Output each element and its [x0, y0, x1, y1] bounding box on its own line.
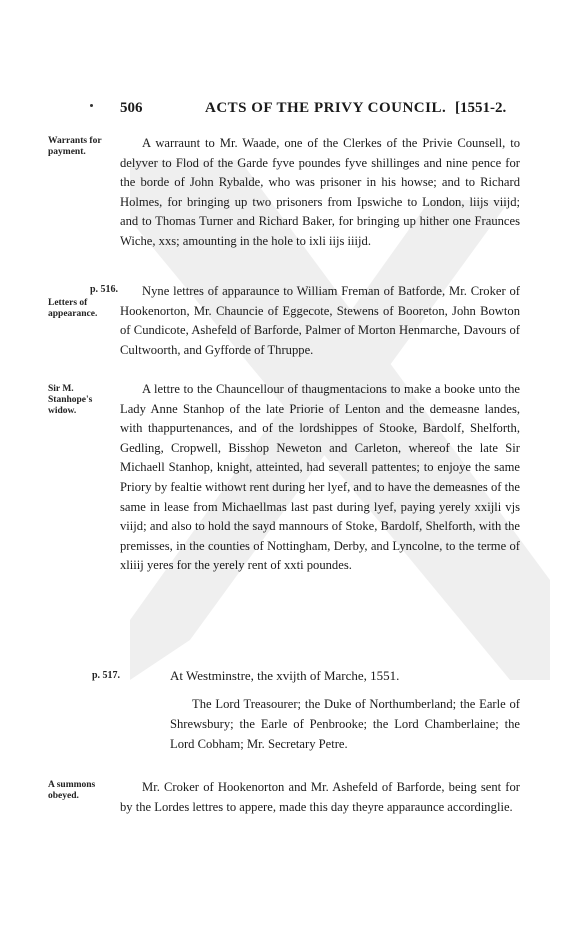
entry-warrants: A warraunt to Mr. Waade, one of the Clerkes of the Privie Counsell, to delyver to Flod of the Garde fyve poundes fyve shillinges and nine pence for the borde of John Rybalde, who was prisoner in his howse; and to Richard Holmes, for bringing up two prisoners from Ipswiche to London, liijs viijd; and to Thomas Turner and Richard Baker, for bringing up hither one Fraunces Wiche, xxs; amounting in the hole to ixli iijs iiijd.: [120, 136, 520, 248]
year-range: [1551-2.: [455, 100, 507, 116]
attendees-list: The Lord Treasourer; the Duke of Northumberland; the Earle of Shrewsbury; the Earle of Penbrooke; the Lord Chamberlaine; the Lord Cobham; Mr. Secretary Petre.: [170, 697, 520, 751]
running-header: [0, 100, 567, 122]
entry-letters: Nyne lettres of apparaunce to William Freman of Batforde, Mr. Croker of Hookenorton, Mr. Chauncie of Eggecote, Stewens of Booreton, John Bowton of Cundicote, Ashefeld of Barforde, Palmer of Morton Henmarche, Davours of Cultwoorth, and Gyfforde of Thruppe.: [120, 284, 520, 357]
margin-note-letters: Letters of appearance.: [48, 298, 98, 319]
page-ref-517: p. 517.: [91, 670, 120, 681]
entry-summons: Mr. Croker of Hookenorton and Mr. Ashefeld of Barforde, being sent for by the Lordes lettres to appere, made this day theyre apparaunce accordinglie.: [120, 780, 520, 814]
margin-note-stanhope: Sir M. Stanhope's widow.: [48, 384, 93, 416]
margin-note-summons: A summons obeyed.: [48, 780, 96, 801]
sitting-heading: At Westminstre, the xvijth of Marche, 1551.: [170, 668, 400, 683]
margin-note-warrants: Warrants for payment.: [48, 136, 102, 157]
entry-stanhope: A lettre to the Chauncellour of thaugmentacions to make a booke unto the Lady Anne Stanhop of the late Priorie of Lenton and the demeasne landes, with thappurtenances, and of the lordshippes of Stooke, Bardolf, Shelforth, Gedling, Cropwell, Bisshop Neweton and Carleton, whereof the late Sir Michaell Stanhop, knight, atteinted, had severall pattentes; to enjoye the same Priory by fealtie withowt rent during her lyef, and to have the demeasnes of the same in lease from Michaellmas last past during lyef, paying yerely xxijli vjs viijd; and also to hold the sayd mannours of Stoke, Bardolf, Shelforth, with the premisses, in the counties of Nottingham, Derby, and Lyncolne, to the terme of xliiij yeres for the yerely rent of xxti poundes.: [120, 382, 520, 573]
running-title: ACTS OF THE PRIVY COUNCIL.: [205, 100, 447, 116]
page-number: 506: [120, 100, 143, 116]
page-ref-516: p. 516.: [89, 284, 118, 295]
